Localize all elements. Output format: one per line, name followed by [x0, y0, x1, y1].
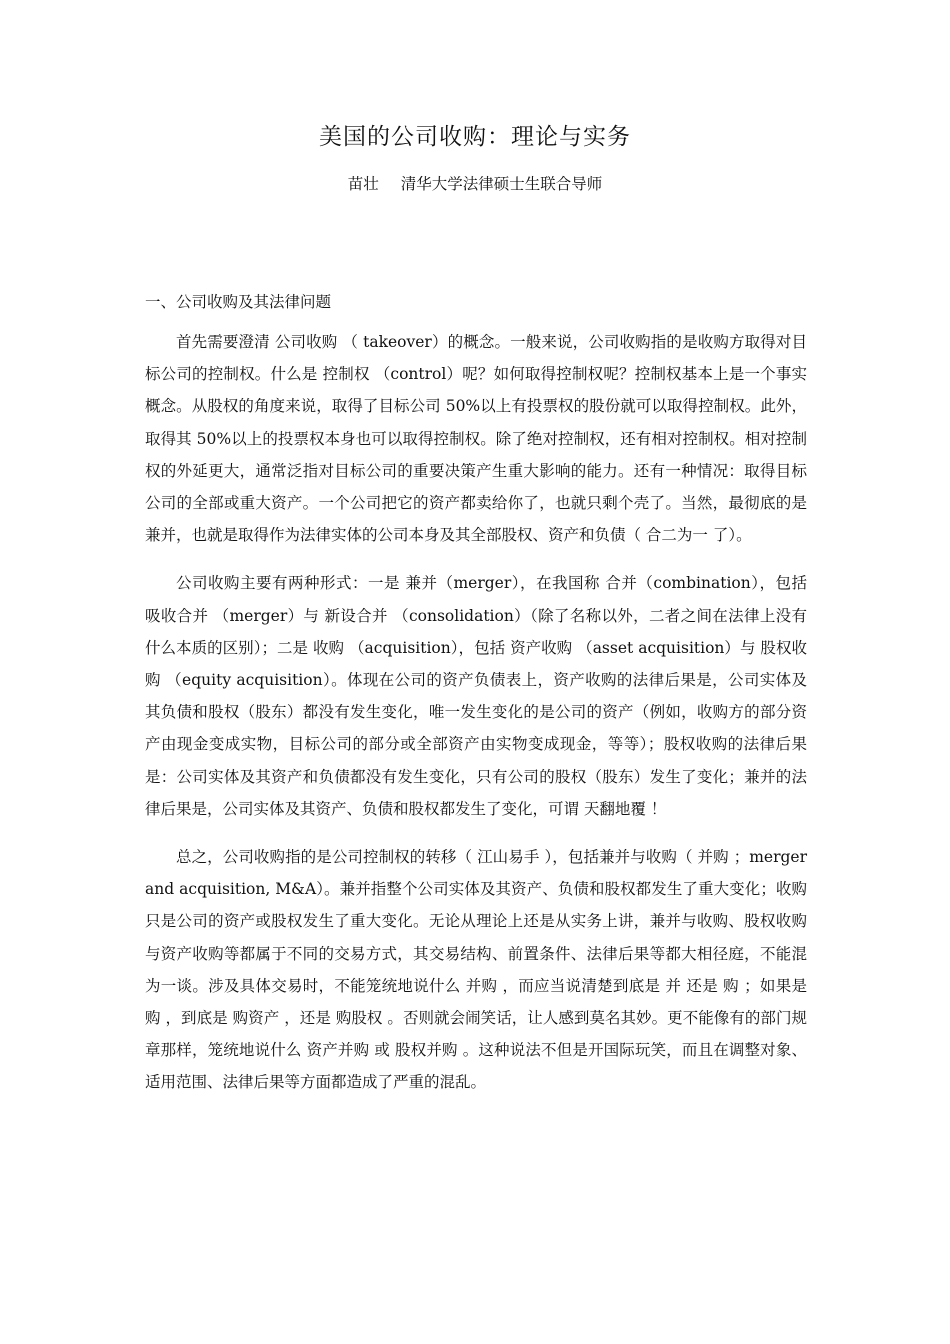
- author-affiliation: 清华大学法律硕士生联合导师: [400, 175, 603, 193]
- section-heading: 一、公司收购及其法律问题: [145, 293, 332, 311]
- section-body: [145, 326, 807, 1115]
- author-line: [0, 172, 950, 194]
- document-title: 美国的公司收购：理论与实务: [319, 124, 631, 150]
- paragraph-takeover-forms: 公司收购主要有两种形式：一是 兼并（merger），在我国称 合并（combination），包括 吸收合并 （merger）与 新设合并 （consolidation）（除了名称以外，二者之间在法律上没有什么本质的区别）；二是 收购 （acquisition），包括 资产收购 （asset acquisition）与 股权收购 （equity acquisition）。体现在公司的资产负债表上，资产收购的法律后果是，公司实体及其负债和股权（股东）都没有发生变化，唯一发生变化的是公司的资产（例如，收购方的部分资产由现金变成实物，目标公司的部分或全部资产由实物变成现金，等等）；股权收购的法律后果是：公司实体及其资产和负债都没有发生变化，只有公司的股权（股东）发生了变化；兼并的法律后果是，公司实体及其资产、负债和股权都发生了变化，可谓 天翻地覆 ！: [145, 574, 807, 818]
- author-name: 苗壮: [347, 175, 379, 193]
- paragraph-takeover-concept: 首先需要澄清 公司收购 （ takeover）的概念。一般来说，公司收购指的是收购方取得对目标公司的控制权。什么是 控制权 （control）呢？如何取得控制权呢？控制权基本上是一个事实概念。从股权的角度来说，取得了目标公司 50%以上有投票权的股份就可以取得控制权。此外，取得其 50%以上的投票权本身也可以取得控制权。除了绝对控制权，还有相对控制权。相对控制权的外延更大，通常泛指对目标公司的重要决策产生重大影响的能力。还有一种情况：取得目标公司的全部或重大资产。一个公司把它的资产都卖给你了，也就只剩个壳了。当然，最彻底的是兼并，也就是取得作为法律实体的公司本身及其全部股权、资产和负债（ 合二为一 了）。: [145, 333, 807, 545]
- paragraph-summary: 总之，公司收购指的是公司控制权的转移（ 江山易手 ），包括兼并与收购（ 并购 ；merger and acquisition, M&A）。兼并指整个公司实体及其资产、负债和股权都发生了重大变化；收购只是公司的资产或股权发生了重大变化。无论从理论上还是从实务上讲，兼并与收购、股权收购与资产收购等都属于不同的交易方式，其交易结构、前置条件、法律后果等都大相径庭，不能混为一谈。涉及具体交易时，不能笼统地说什么 并购 ，而应当说清楚到底是 并 还是 购 ；如果是 购 ，到底是 购资产 ，还是 购股权 。否则就会闹笑话，让人感到莫名其妙。更不能像有的部门规章那样，笼统地说什么 资产并购 或 股权并购 。这种说法不但是开国际玩笑，而且在调整对象、适用范围、法律后果等方面都造成了严重的混乱。: [145, 848, 807, 1092]
